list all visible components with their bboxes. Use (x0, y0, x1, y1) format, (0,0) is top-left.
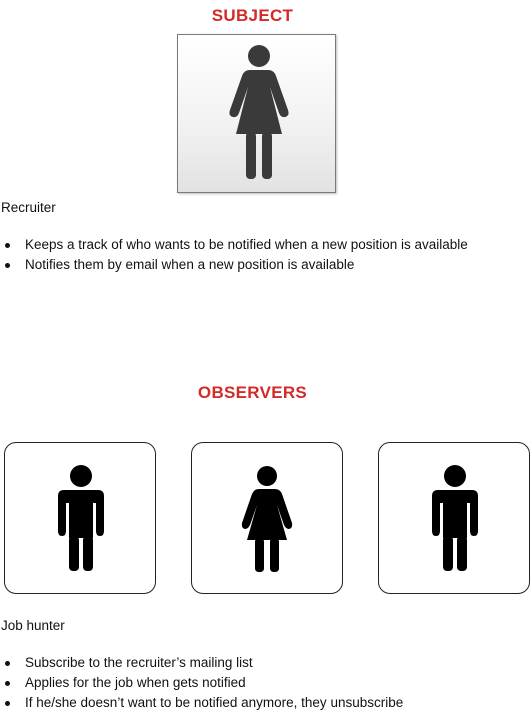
subject-card (177, 34, 336, 193)
observer-card-3 (378, 442, 530, 594)
woman-icon (178, 35, 335, 192)
list-item: Notifies them by email when a new position is available (0, 255, 468, 275)
observer-label: Job hunter (1, 618, 65, 633)
subject-label: Recruiter (1, 200, 56, 215)
list-item: Keeps a track of who wants to be notified when a new position is available (0, 235, 468, 255)
woman-icon (192, 443, 342, 593)
list-item: If he/she doesn’t want to be notified anymore, they unsubscribe (0, 693, 403, 713)
man-icon (379, 443, 529, 593)
man-icon (5, 443, 155, 593)
list-item: Applies for the job when gets notified (0, 673, 403, 693)
observer-bullet-list (0, 653, 403, 713)
subject-heading: SUBJECT (211, 6, 294, 25)
observers-heading: OBSERVERS (197, 383, 308, 402)
list-item: Subscribe to the recruiter’s mailing list (0, 653, 403, 673)
subject-bullet-list (0, 235, 468, 275)
observer-card-1 (4, 442, 156, 594)
observer-card-2 (191, 442, 343, 594)
